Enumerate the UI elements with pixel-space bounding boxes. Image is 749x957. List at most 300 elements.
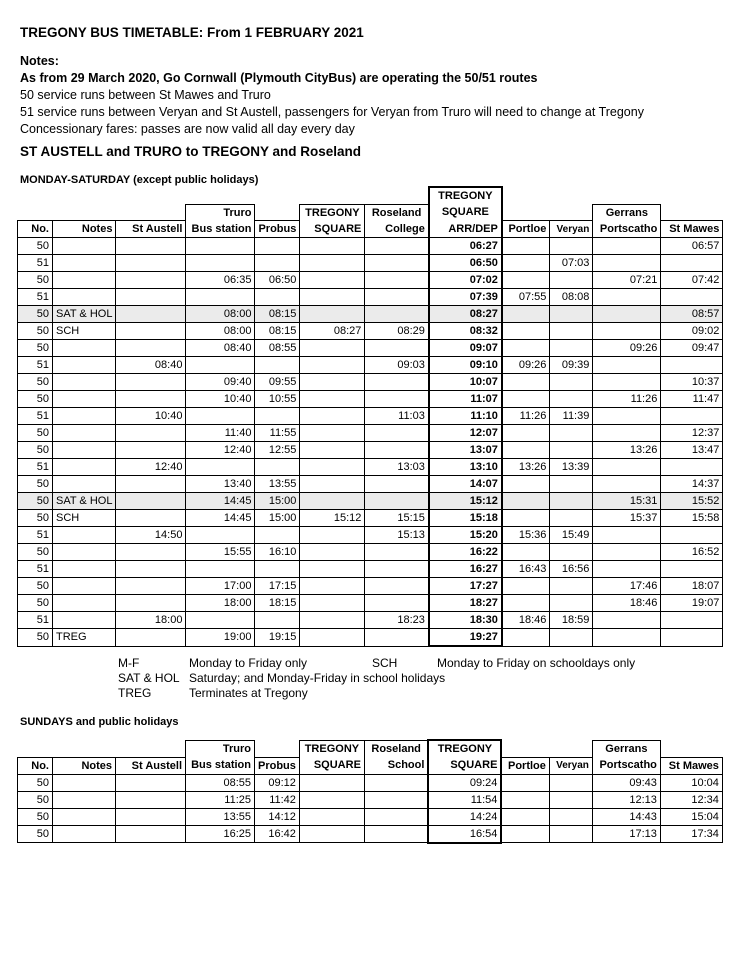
- table-cell: 15:37: [593, 510, 661, 527]
- table-cell: [53, 391, 116, 408]
- table-cell: [502, 238, 550, 255]
- column-header: Veryan: [550, 221, 593, 238]
- table-cell: 15:55: [186, 544, 255, 561]
- table-cell: 51: [18, 459, 53, 476]
- table-cell: [661, 629, 723, 647]
- table-cell: [593, 629, 661, 647]
- table-row: [18, 612, 723, 629]
- table-cell: [550, 476, 593, 493]
- column-header: Portloe: [501, 757, 549, 774]
- table-cell: [300, 357, 365, 374]
- table-cell: 15:15: [365, 510, 429, 527]
- header-top: Gerrans: [593, 204, 661, 221]
- table-cell: [53, 289, 116, 306]
- table-cell: 13:55: [255, 476, 300, 493]
- column-header: Portloe: [502, 221, 550, 238]
- table-row: [18, 578, 723, 595]
- column-header: Probus: [255, 757, 300, 774]
- table-cell: 50: [18, 323, 53, 340]
- table-cell: 51: [18, 255, 53, 272]
- table-cell: 16:52: [661, 544, 723, 561]
- table-cell: [593, 255, 661, 272]
- tregony-time: 18:30: [429, 612, 502, 629]
- header-blank: [53, 740, 116, 757]
- header-top: Truro: [186, 204, 255, 221]
- table-cell: [502, 544, 550, 561]
- table-cell: [550, 272, 593, 289]
- tregony-time: 16:54: [428, 825, 501, 843]
- table-cell: 08:29: [365, 323, 429, 340]
- table-row: [18, 476, 723, 493]
- table-cell: 51: [18, 561, 53, 578]
- table-cell: 08:55: [255, 340, 300, 357]
- tregony-time: 09:24: [428, 774, 501, 791]
- table-cell: 50: [18, 595, 53, 612]
- header-blank: [550, 187, 593, 204]
- table-cell: [550, 238, 593, 255]
- table-cell: [255, 255, 300, 272]
- header-blank: [255, 204, 300, 221]
- table-row: [18, 425, 723, 442]
- header-blank: [53, 187, 116, 204]
- table-cell: 08:15: [255, 323, 300, 340]
- table-cell: 07:42: [661, 272, 723, 289]
- table-cell: [116, 425, 186, 442]
- table-cell: 11:40: [186, 425, 255, 442]
- table-cell: [53, 774, 116, 791]
- table-cell: 08:27: [300, 323, 365, 340]
- table-cell: 50: [18, 510, 53, 527]
- table-cell: 50: [18, 629, 53, 647]
- table-cell: [661, 255, 723, 272]
- table-row: [18, 544, 723, 561]
- table-row: [18, 442, 723, 459]
- tregony-time: 07:02: [429, 272, 502, 289]
- tregony-time: 17:27: [429, 578, 502, 595]
- column-header: School: [364, 757, 428, 774]
- table-cell: 13:39: [550, 459, 593, 476]
- header-blank: [116, 740, 186, 757]
- table-cell: [661, 527, 723, 544]
- table-cell: [299, 791, 364, 808]
- table-cell: [53, 612, 116, 629]
- table-cell: 06:35: [186, 272, 255, 289]
- table-cell: 18:07: [661, 578, 723, 595]
- notes-block: [20, 53, 644, 138]
- table-cell: [255, 238, 300, 255]
- table-cell: [300, 459, 365, 476]
- table-cell: [550, 391, 593, 408]
- table-cell: [365, 272, 429, 289]
- table-cell: 10:04: [660, 774, 722, 791]
- header-blank: [550, 204, 593, 221]
- header-blank: [116, 204, 186, 221]
- notes-line: Concessionary fares: passes are now valid all day every day: [20, 122, 355, 136]
- tregony-time: 13:07: [429, 442, 502, 459]
- table-cell: [502, 578, 550, 595]
- table-cell: 11:47: [661, 391, 723, 408]
- column-header: SQUARE: [428, 757, 501, 774]
- key-text-col: [189, 656, 445, 701]
- table-cell: [593, 289, 661, 306]
- table-cell: 14:12: [255, 808, 300, 825]
- table-cell: [661, 357, 723, 374]
- table-cell: 10:37: [661, 374, 723, 391]
- tregony-time: 10:07: [429, 374, 502, 391]
- table-cell: [53, 595, 116, 612]
- header-square: SQUARE: [429, 204, 502, 221]
- table-cell: 14:43: [592, 808, 660, 825]
- header-blank: [255, 740, 300, 757]
- header-top: Truro: [186, 740, 255, 757]
- table-cell: [593, 408, 661, 425]
- column-header: Veryan: [549, 757, 592, 774]
- table-cell: [116, 561, 186, 578]
- table-cell: 07:21: [593, 272, 661, 289]
- table-cell: 50: [18, 391, 53, 408]
- table-cell: 13:26: [593, 442, 661, 459]
- header-blank: [661, 187, 723, 204]
- table-cell: 50: [18, 306, 53, 323]
- notes-operator-line: As from 29 March 2020, Go Cornwall (Plymouth CityBus) are operating the 50/51 routes: [20, 71, 538, 85]
- header-top: TREGONY: [300, 204, 365, 221]
- column-header: College: [365, 221, 429, 238]
- table-cell: [255, 612, 300, 629]
- table-cell: 50: [18, 774, 53, 791]
- table-cell: 17:00: [186, 578, 255, 595]
- table-cell: [364, 808, 428, 825]
- table-cell: [502, 425, 550, 442]
- table-cell: 09:03: [365, 357, 429, 374]
- table-cell: [502, 374, 550, 391]
- table-cell: [255, 527, 300, 544]
- table-row: [18, 493, 723, 510]
- table-cell: [53, 442, 116, 459]
- table-cell: [502, 493, 550, 510]
- table-cell: [53, 527, 116, 544]
- table-cell: [53, 272, 116, 289]
- table-cell: [299, 808, 364, 825]
- table-cell: [365, 255, 429, 272]
- tregony-time: 08:32: [429, 323, 502, 340]
- table-row: [18, 629, 723, 647]
- table-cell: 13:03: [365, 459, 429, 476]
- table-cell: [53, 544, 116, 561]
- table-cell: 09:47: [661, 340, 723, 357]
- table-cell: [593, 238, 661, 255]
- table-cell: 13:40: [186, 476, 255, 493]
- notes-heading: Notes:: [20, 54, 59, 68]
- table-cell: [365, 289, 429, 306]
- weekday-subtitle: MONDAY-SATURDAY (except public holidays): [20, 174, 259, 186]
- table-cell: 50: [18, 791, 53, 808]
- table-cell: [53, 425, 116, 442]
- table-cell: 09:26: [593, 340, 661, 357]
- key-text: Saturday; and Monday-Friday in school holidays: [189, 671, 446, 685]
- table-cell: [549, 825, 592, 843]
- table-row: [18, 357, 723, 374]
- table-cell: [116, 791, 186, 808]
- table-cell: 16:42: [255, 825, 300, 843]
- table-cell: 10:40: [116, 408, 186, 425]
- table-row: [18, 808, 723, 825]
- table-row: [18, 323, 723, 340]
- table-cell: [300, 578, 365, 595]
- table-cell: 10:40: [186, 391, 255, 408]
- key-code: TREG: [118, 686, 152, 700]
- tregony-time: 14:24: [428, 808, 501, 825]
- table-row: [18, 340, 723, 357]
- header-blank: [365, 187, 429, 204]
- table-cell: 14:50: [116, 527, 186, 544]
- table-cell: 50: [18, 374, 53, 391]
- table-cell: [549, 791, 592, 808]
- table-cell: [116, 544, 186, 561]
- table-cell: [593, 425, 661, 442]
- table-cell: [365, 340, 429, 357]
- tregony-time: 18:27: [429, 595, 502, 612]
- column-header: Notes: [53, 221, 116, 238]
- table-cell: 17:46: [593, 578, 661, 595]
- table-cell: [365, 544, 429, 561]
- table-row: [18, 374, 723, 391]
- notes-line: 51 service runs between Veryan and St Austell, passengers for Veryan from Truro will need to change at Tregony: [20, 105, 644, 119]
- table-cell: 50: [18, 272, 53, 289]
- table-cell: [116, 578, 186, 595]
- table-cell: [661, 561, 723, 578]
- table-cell: [550, 340, 593, 357]
- table-cell: 09:02: [661, 323, 723, 340]
- table-cell: 50: [18, 340, 53, 357]
- table-cell: 17:13: [592, 825, 660, 843]
- table-cell: [116, 238, 186, 255]
- header-tregony: TREGONY: [429, 187, 502, 204]
- table-cell: 18:46: [593, 595, 661, 612]
- table-cell: [53, 825, 116, 843]
- table-cell: [365, 476, 429, 493]
- table-cell: [593, 374, 661, 391]
- table-cell: 15:04: [660, 808, 722, 825]
- table-cell: [365, 629, 429, 647]
- table-cell: [365, 595, 429, 612]
- table-cell: 17:34: [660, 825, 722, 843]
- table-cell: 11:26: [502, 408, 550, 425]
- table-cell: [365, 306, 429, 323]
- notes-line: 50 service runs between St Mawes and Truro: [20, 88, 271, 102]
- table-cell: 12:40: [186, 442, 255, 459]
- table-cell: [502, 306, 550, 323]
- table-cell: [550, 442, 593, 459]
- column-header: Bus station: [186, 757, 255, 774]
- table-cell: [186, 408, 255, 425]
- header-blank: [502, 204, 550, 221]
- table-cell: TREG: [53, 629, 116, 647]
- table-cell: [502, 255, 550, 272]
- table-cell: [53, 238, 116, 255]
- table-cell: 08:55: [186, 774, 255, 791]
- table-cell: [116, 825, 186, 843]
- key-text: Terminates at Tregony: [189, 686, 308, 700]
- table-cell: [53, 374, 116, 391]
- table-cell: [300, 306, 365, 323]
- tregony-time: 11:07: [429, 391, 502, 408]
- column-header: St Austell: [116, 757, 186, 774]
- table-cell: [116, 272, 186, 289]
- tregony-time: 06:27: [429, 238, 502, 255]
- table-cell: [300, 442, 365, 459]
- table-cell: [186, 561, 255, 578]
- table-cell: [549, 808, 592, 825]
- table-cell: [255, 561, 300, 578]
- table-cell: 08:00: [186, 306, 255, 323]
- table-cell: [255, 289, 300, 306]
- table-cell: 18:00: [116, 612, 186, 629]
- table-cell: 12:55: [255, 442, 300, 459]
- table-cell: 16:56: [550, 561, 593, 578]
- table-cell: [53, 561, 116, 578]
- table-cell: [661, 408, 723, 425]
- table-cell: [300, 612, 365, 629]
- column-header: Portscatho: [592, 757, 660, 774]
- table-cell: 08:00: [186, 323, 255, 340]
- tregony-time: 12:07: [429, 425, 502, 442]
- tregony-time: 07:39: [429, 289, 502, 306]
- header-blank: [661, 204, 723, 221]
- key-text: Monday to Friday only: [189, 656, 308, 670]
- tregony-time: 15:18: [429, 510, 502, 527]
- table-cell: [502, 510, 550, 527]
- table-cell: [186, 255, 255, 272]
- table-cell: 10:55: [255, 391, 300, 408]
- table-cell: [550, 493, 593, 510]
- table-cell: 15:12: [300, 510, 365, 527]
- table-cell: [550, 306, 593, 323]
- table-cell: [365, 578, 429, 595]
- table-row: [18, 391, 723, 408]
- table-cell: [186, 289, 255, 306]
- table-cell: 11:03: [365, 408, 429, 425]
- table-cell: 13:55: [186, 808, 255, 825]
- table-cell: 07:55: [502, 289, 550, 306]
- table-cell: [501, 825, 549, 843]
- table-cell: [116, 374, 186, 391]
- table-cell: [300, 272, 365, 289]
- table-cell: 50: [18, 476, 53, 493]
- table-cell: 16:10: [255, 544, 300, 561]
- table-row: [18, 459, 723, 476]
- tregony-time: 16:22: [429, 544, 502, 561]
- tregony-time: 09:10: [429, 357, 502, 374]
- table-cell: [300, 391, 365, 408]
- key-codes-col: [118, 656, 180, 701]
- table-cell: [255, 459, 300, 476]
- table-cell: 12:13: [592, 791, 660, 808]
- table-cell: [53, 255, 116, 272]
- table-row: [18, 595, 723, 612]
- table-cell: [300, 527, 365, 544]
- table-cell: 09:26: [502, 357, 550, 374]
- table-cell: [501, 791, 549, 808]
- table-row: [18, 238, 723, 255]
- table-cell: 14:37: [661, 476, 723, 493]
- table-cell: [116, 323, 186, 340]
- table-cell: [300, 595, 365, 612]
- table-cell: 08:40: [186, 340, 255, 357]
- table-cell: [502, 272, 550, 289]
- table-cell: [365, 391, 429, 408]
- table-cell: 14:45: [186, 510, 255, 527]
- header-blank: [116, 187, 186, 204]
- table-cell: SCH: [53, 510, 116, 527]
- table-row: [18, 272, 723, 289]
- table-cell: 11:25: [186, 791, 255, 808]
- table-cell: [53, 808, 116, 825]
- table-cell: 51: [18, 408, 53, 425]
- table-cell: SAT & HOL: [53, 493, 116, 510]
- table-cell: 08:15: [255, 306, 300, 323]
- tregony-time: 11:10: [429, 408, 502, 425]
- table-cell: 11:39: [550, 408, 593, 425]
- column-header: No.: [18, 221, 53, 238]
- key-code: SCH: [372, 656, 398, 670]
- table-cell: [502, 340, 550, 357]
- table-cell: [300, 289, 365, 306]
- table-cell: [501, 808, 549, 825]
- table-cell: [300, 544, 365, 561]
- table-cell: [255, 357, 300, 374]
- header-blank: [18, 187, 53, 204]
- table-cell: [593, 612, 661, 629]
- tregony-time: 13:10: [429, 459, 502, 476]
- table-cell: [365, 238, 429, 255]
- table-cell: 51: [18, 527, 53, 544]
- table-cell: 15:00: [255, 510, 300, 527]
- table-cell: [365, 493, 429, 510]
- table-cell: [53, 357, 116, 374]
- table-cell: 50: [18, 825, 53, 843]
- table-cell: [550, 544, 593, 561]
- tregony-time: 08:27: [429, 306, 502, 323]
- table-cell: [502, 476, 550, 493]
- table-cell: [116, 629, 186, 647]
- table-cell: [364, 774, 428, 791]
- table-cell: 09:55: [255, 374, 300, 391]
- table-cell: [186, 459, 255, 476]
- table-cell: [53, 408, 116, 425]
- header-top: TREGONY: [299, 740, 364, 757]
- table-cell: 51: [18, 357, 53, 374]
- table-cell: [550, 374, 593, 391]
- table-row: [18, 510, 723, 527]
- column-header: No.: [18, 757, 53, 774]
- header-top: Gerrans: [592, 740, 660, 757]
- table-cell: [661, 612, 723, 629]
- page-title: TREGONY BUS TIMETABLE: From 1 FEBRUARY 2021: [20, 25, 364, 40]
- table-row: [18, 306, 723, 323]
- table-cell: 18:46: [502, 612, 550, 629]
- table-cell: [593, 323, 661, 340]
- table-cell: [550, 510, 593, 527]
- table-cell: 51: [18, 289, 53, 306]
- table-cell: [53, 578, 116, 595]
- key-code: M-F: [118, 656, 140, 670]
- table-cell: [300, 255, 365, 272]
- tregony-time: 09:07: [429, 340, 502, 357]
- table-cell: 16:25: [186, 825, 255, 843]
- table-row: [18, 289, 723, 306]
- table-cell: 15:49: [550, 527, 593, 544]
- table-cell: 15:31: [593, 493, 661, 510]
